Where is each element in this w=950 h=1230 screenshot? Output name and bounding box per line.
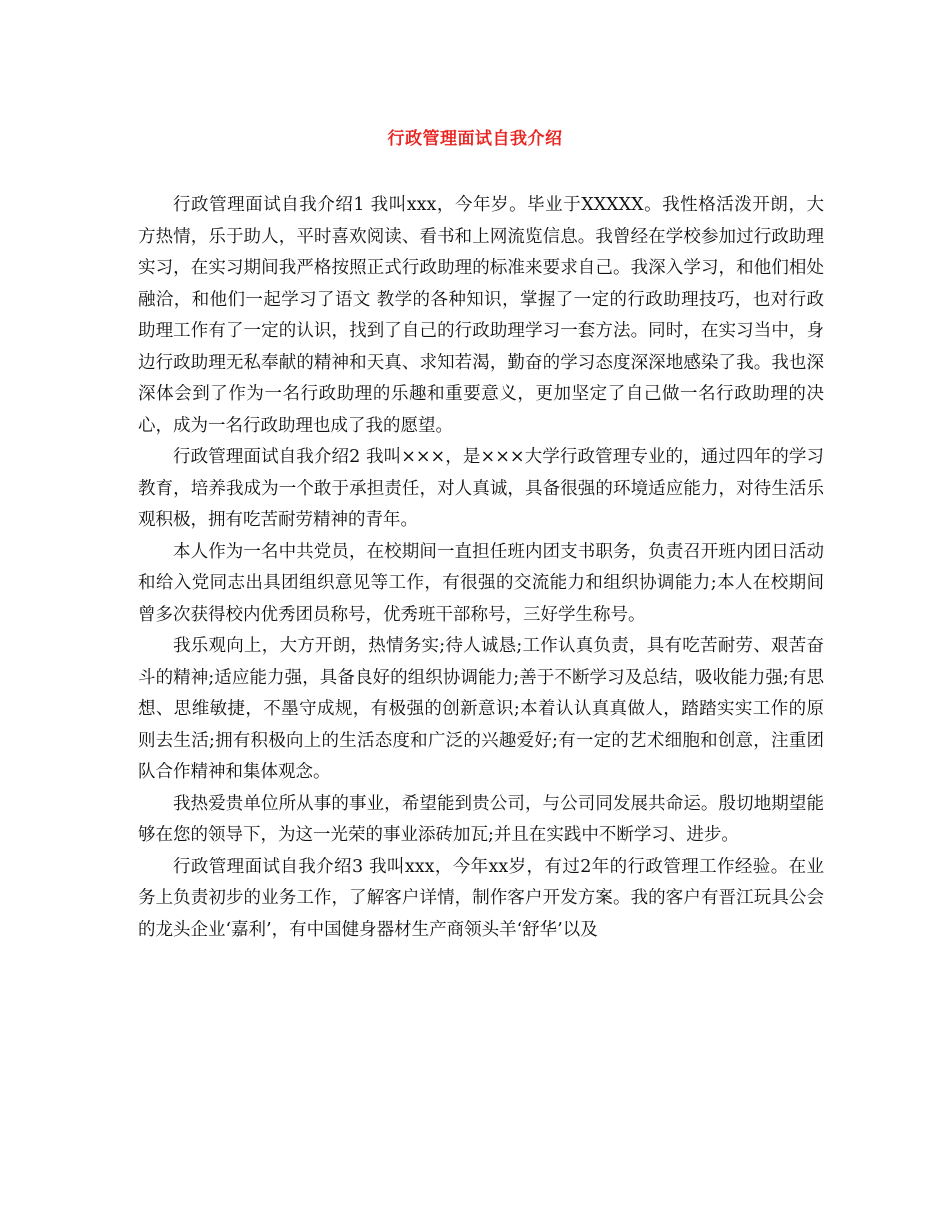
paragraph-3: 本人作为一名中共党员，在校期间一直担任班内团支书职务，负责召开班内团日活动和给入党同志出具团组织意见等工作，有很强的交流能力和组织协调能力;本人在校期间曾多次获得校内优秀团员称号，优秀班干部称号，三好学生称号。 [138, 541, 824, 625]
paragraph-4: 我乐观向上，大方开朗，热情务实;待人诚恳;工作认真负责，具有吃苦耐劳、艰苦奋斗的精神;适应能力强，具备良好的组织协调能力;善于不断学习及总结，吸收能力强;有思想、思维敏捷，不墨守成规，有极强的创新意识;本着认认真真做人，踏踏实实工作的原则去生活;拥有积极向上的生活态度和广泛的兴趣爱好;有一定的艺术细胞和创意，注重团队合作精神和集体观念。 [138, 636, 824, 782]
document-body [138, 190, 824, 946]
paragraph-5: 我热爱贵单位所从事的事业，希望能到贵公司，与公司同发展共命运。殷切地期望能够在您的领导下，为这一光荣的事业添砖加瓦;并且在实践中不断学习、进步。 [138, 793, 824, 845]
paragraph-6: 行政管理面试自我介绍3 我叫xxx，今年xx岁，有过2年的行政管理工作经验。在业务上负责初步的业务工作，了解客户详情，制作客户开发方案。我的客户有晋江玩具公会的龙头企业‘嘉利’，有中国健身器材生产商领头羊‘舒华’以及 [138, 856, 824, 940]
paragraph-2: 行政管理面试自我介绍2 我叫×××，是×××大学行政管理专业的，通过四年的学习教育，培养我成为一个敢于承担责任，对人真诚，具备很强的环境适应能力，对待生活乐观积极，拥有吃苦耐劳精神的青年。 [138, 447, 824, 530]
document-title: 行政管理面试自我介绍 [387, 129, 563, 149]
paragraph-1: 行政管理面试自我介绍1 我叫xxx，今年岁。毕业于XXXXX。我性格活泼开朗，大方热情，乐于助人，平时喜欢阅读、看书和上网流览信息。我曾经在学校参加过行政助理实习，在实习期间我严格按照正式行政助理的标准来要求自己。我深入学习，和他们相处融洽，和他们一起学习了语文 教学的各种知识，掌握了一定的行政助理技巧，也对行政助理工作有了一定的认识，找到了自己的行政助理学习一套方法。同时，在实习当中，身边行政助理无私奉献的精神和天真、求知若渴，勤奋的学习态度深深地感染了我。我也深深体会到了作为一名行政助理的乐趣和重要意义，更加坚定了自己做一名行政助理的决心，成为一名行政助理也成了我的愿望。 [138, 195, 824, 436]
